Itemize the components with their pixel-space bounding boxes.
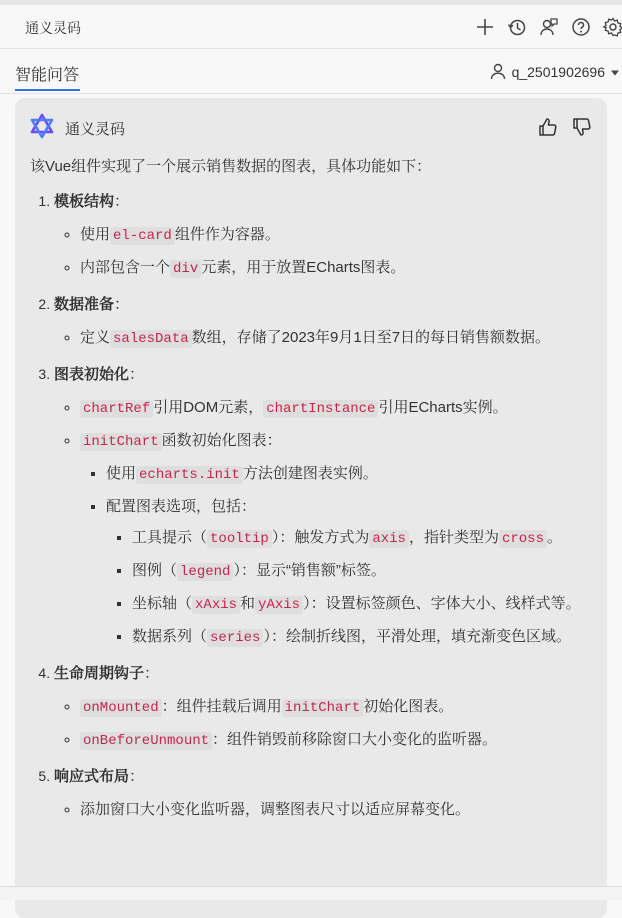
inline-code: el-card [110,227,175,245]
inline-code: initChart [80,433,162,451]
section-responsive [54,763,595,823]
inline-code: div [170,260,201,278]
section-colon: ： [114,193,130,210]
sub-items [80,460,595,652]
item-text: 数组，存储了2023年9月1日至7日的每日销售额数据。 [191,329,551,346]
item-text: 定义 [80,329,111,346]
list-item [132,557,595,586]
item-text: 函数初始化图表： [161,432,282,449]
inline-code: legend [177,563,233,581]
item-text: ）：触发方式为 [271,529,370,546]
list-item [80,726,595,755]
inline-code: series [207,629,263,647]
item-text: 方法创建图表实例。 [242,465,378,482]
tab-bar [0,49,622,94]
inline-code: onMounted [80,699,162,717]
user-menu[interactable] [489,61,622,83]
inline-code: chartRef [80,400,153,418]
list-item [80,427,595,652]
list-item [80,394,595,423]
item-text: 数据系列（ [132,628,208,645]
caret-down-icon [610,64,620,80]
section-title: 图表初始化 [54,366,130,383]
item-text: 引用ECharts实例。 [378,399,508,416]
list-item [80,221,595,250]
item-text: ）：设置标签颜色、字体大小、线样式等。 [303,595,581,612]
inline-code: cross [499,530,547,548]
inline-code: xAxis [192,596,240,614]
item-text: ）：显示“销售额”标签。 [233,562,386,579]
section-data [54,291,595,353]
inline-code: tooltip [207,530,272,548]
thumbs-down-icon[interactable] [571,116,593,138]
section-title: 生命周期钩子 [54,665,145,682]
section-items [54,394,595,652]
tab-active-indicator [15,89,80,91]
answer-content [30,153,595,831]
inline-code: salesData [110,330,192,348]
item-text: ：组件挂载后调用 [161,698,282,715]
answer-header [15,98,607,153]
help-icon[interactable] [570,16,592,38]
list-item [106,493,595,652]
item-text: 。 [546,529,562,546]
user-icon [489,62,507,83]
item-text: 内部包含一个 [80,259,171,276]
list-item [80,693,595,722]
plus-icon[interactable] [474,16,496,38]
item-text: ）：绘制折线图，平滑处理，填充渐变色区域。 [263,628,571,645]
list-item [80,324,595,353]
list-item [80,254,595,283]
section-items [54,221,595,283]
bottom-bar [0,886,622,900]
section-template [54,188,595,283]
app-title: 通义灵码 [25,20,81,36]
item-text: 使用 [106,465,137,482]
list-item [132,590,595,619]
item-text: 使用 [80,226,111,243]
answer-intro: 该Vue组件实现了一个展示销售数据的图表，具体功能如下： [30,158,432,175]
section-items [54,324,595,353]
bot-name: 通义灵码 [65,121,126,138]
list-item [106,460,595,489]
item-text: ：组件销毁前移除窗口大小变化的监听器。 [212,731,498,748]
tab-smart-qa[interactable]: 智能问答 [15,67,80,84]
list-item [80,796,595,823]
username: q_2501902696 [511,64,605,80]
history-icon[interactable] [506,16,528,38]
inline-code: onBeforeUnmount [80,732,212,750]
section-colon: ： [144,665,160,682]
tongyi-logo-icon [29,113,55,139]
section-title: 模板结构 [54,193,115,210]
feature-list [30,188,595,823]
item-text: 元素，用于放置ECharts图表。 [201,259,406,276]
section-colon: ： [114,296,130,313]
item-text: 添加窗口大小变化监听器，调整图表尺寸以适应屏幕变化。 [80,801,471,818]
section-items [54,693,595,755]
item-text: 图例（ [132,562,178,579]
list-item [132,623,595,652]
feedback-icon[interactable] [538,16,560,38]
item-text: 引用DOM元素， [153,399,264,416]
gear-icon[interactable] [602,16,622,38]
item-text: 坐标轴（ [132,595,193,612]
section-lifecycle [54,660,595,755]
title-bar [0,5,622,49]
section-chart-init [54,361,595,652]
section-title: 数据准备 [54,296,115,313]
section-colon: ： [129,768,145,785]
list-item [132,524,595,553]
section-colon: ： [129,366,145,383]
inline-code: initChart [282,699,364,717]
item-text: 和 [240,595,256,612]
item-text: ，指针类型为 [408,529,499,546]
item-text: 组件作为容器。 [174,226,280,243]
item-text: 初始化图表。 [363,698,454,715]
inline-code: echarts.init [136,466,243,484]
section-title: 响应式布局 [54,768,130,785]
item-text: 工具提示（ [132,529,208,546]
option-items [106,524,595,652]
section-items [54,796,595,823]
inline-code: chartInstance [263,400,378,418]
item-text: 配置图表选项，包括： [106,498,257,515]
inline-code: axis [369,530,409,548]
answer-card [15,98,607,918]
thumbs-up-icon[interactable] [537,116,559,138]
inline-code: yAxis [255,596,303,614]
